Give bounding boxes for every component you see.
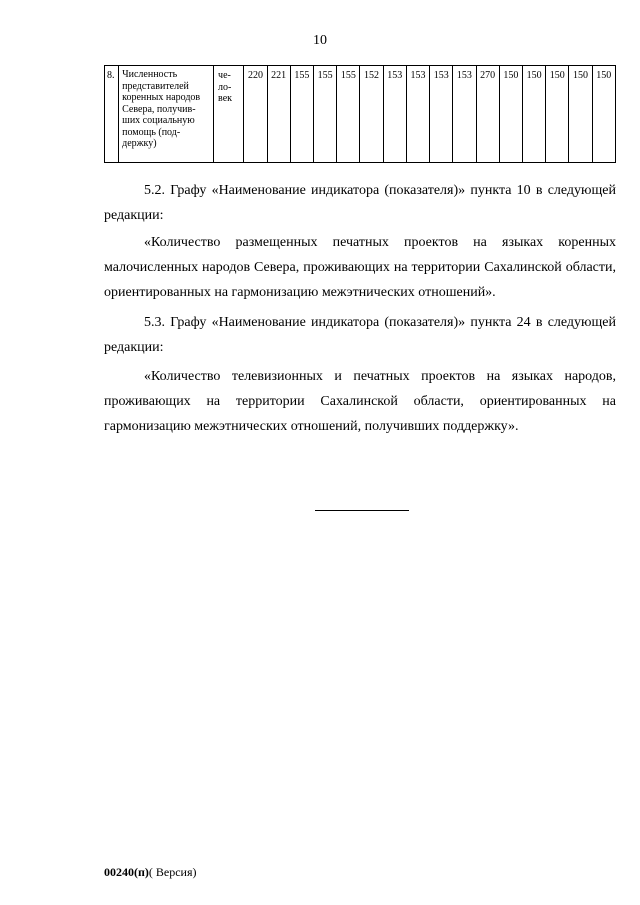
- row-index-cell: 8.: [105, 66, 119, 163]
- paragraph-5-2: 5.2. Графу «Наименование индикатора (показателя)» пункта 10 в следующей редакции:: [104, 183, 616, 223]
- value-cell: 150: [546, 66, 569, 163]
- indicator-table: [104, 65, 616, 163]
- value-cell: 153: [430, 66, 453, 163]
- separator-line: [315, 510, 409, 511]
- value-cell: 150: [569, 66, 592, 163]
- value-cell: 221: [267, 66, 290, 163]
- value-cell: 150: [522, 66, 545, 163]
- value-cell: 270: [476, 66, 499, 163]
- value-cell: 152: [360, 66, 383, 163]
- value-cell: 153: [406, 66, 429, 163]
- footer-document-code: [104, 865, 197, 880]
- page-number: 10: [313, 33, 327, 48]
- value-cell: 155: [290, 66, 313, 163]
- value-cell: 153: [453, 66, 476, 163]
- paragraph-5-3: 5.3. Графу «Наименование индикатора (показателя)» пункта 24 в следующей редакции:: [104, 315, 616, 355]
- value-cell: 153: [383, 66, 406, 163]
- footer-code: 00240(п): [104, 865, 149, 879]
- value-cell: 150: [499, 66, 522, 163]
- unit-cell: че-ло-век: [214, 66, 244, 163]
- footer-version: ( Версия): [148, 865, 197, 879]
- table-row: [105, 66, 616, 163]
- value-cell: 150: [592, 66, 615, 163]
- value-cell: 155: [337, 66, 360, 163]
- value-cell: 220: [244, 66, 267, 163]
- value-cell: 155: [313, 66, 336, 163]
- indicator-name-cell: Численность представителей коренных народов Севера, получив-ших социальную помощь (под-держку): [119, 66, 214, 163]
- paragraph-5-2-text: «Количество размещенных печатных проектов на языках коренных малочисленных народов Севера, проживающих на территории Сахалинской области, ориентированных на гармонизацию межэтнических отношений».: [104, 235, 616, 300]
- paragraph-5-3-text: «Количество телевизионных и печатных проектов на языках народов, проживающих на территории Сахалинской области, ориентированных на гармонизацию межэтнических отношений, получивших поддержку».: [104, 369, 616, 434]
